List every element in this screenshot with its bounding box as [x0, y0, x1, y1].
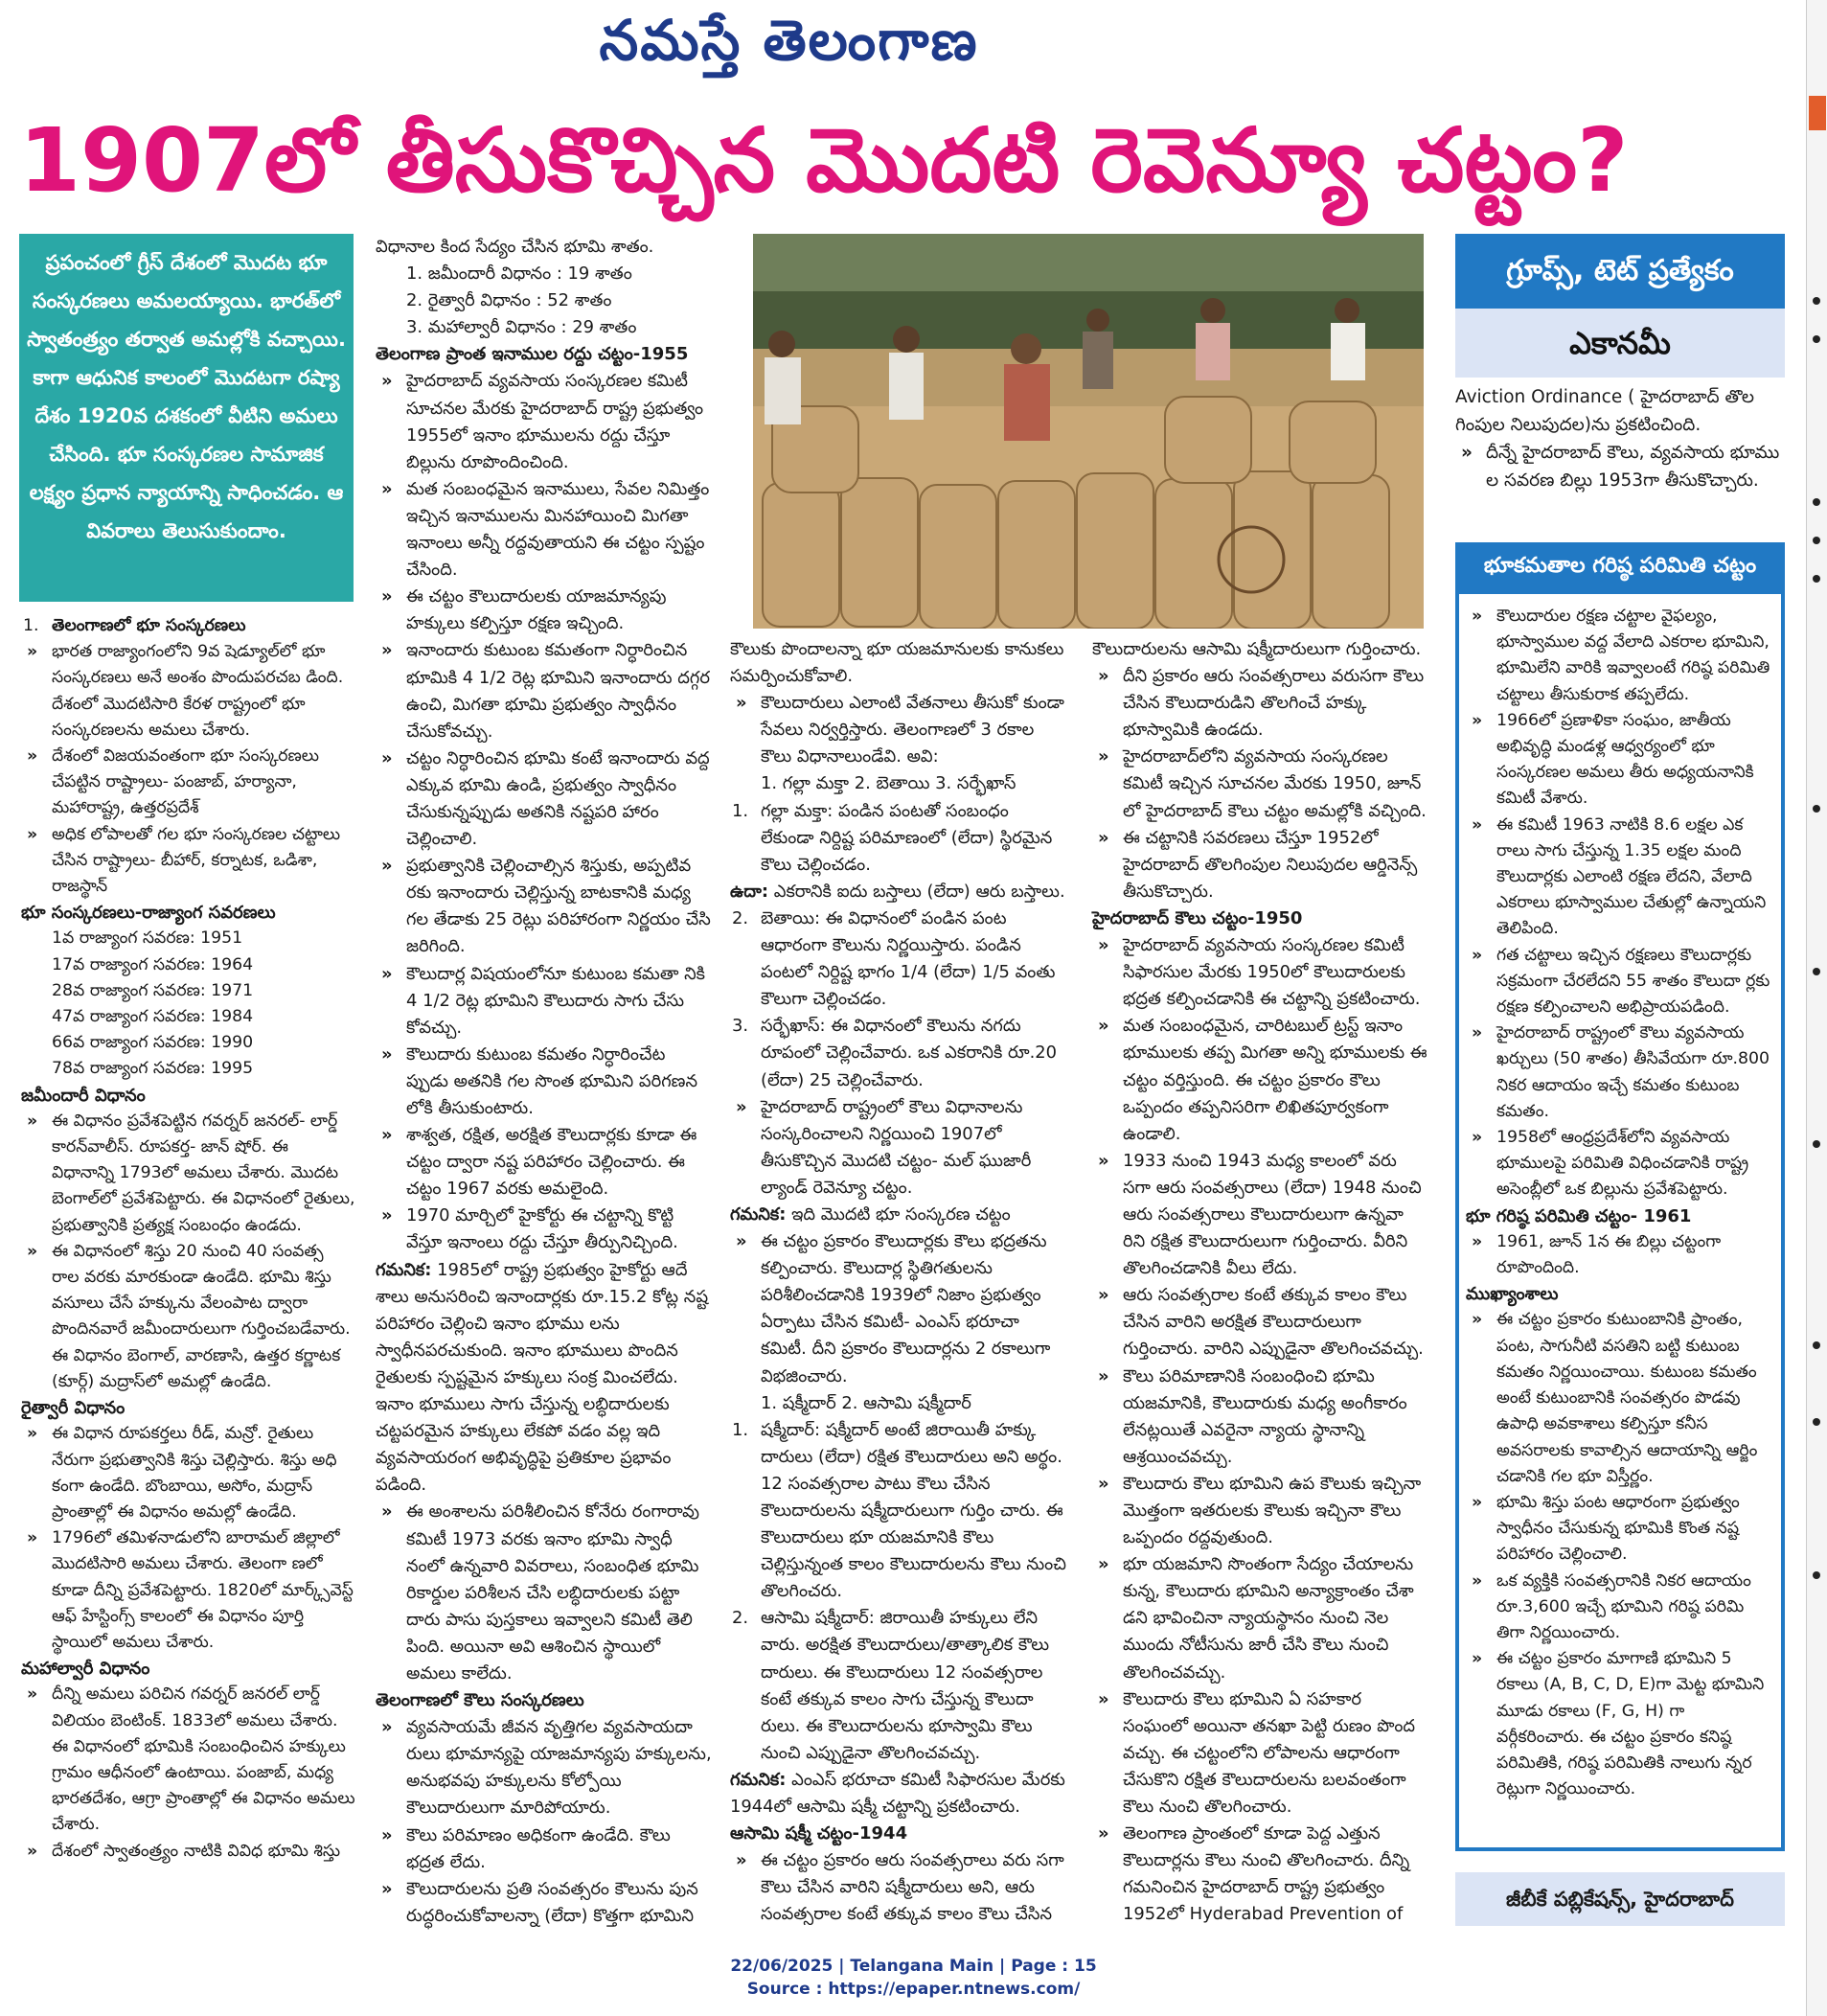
photo-workers-sacks: [753, 234, 1424, 629]
bullet-paragraph: » కౌలు పరిమాణానికి సంబంధించి భూమి యజమానికి, కౌలుదారుకు మధ్య అంగీకారం లేనట్లయితే ఎవరైనా న్యాయ స్థానాన్ని ఆశ్రయించవచ్చు.: [1092, 1363, 1429, 1471]
numbered-item: [21, 613, 355, 639]
bullet-paragraph: » 1970 మార్చిలో హైకోర్టు ఈ చట్టాన్ని కొట్టి వేస్తూ ఇనాంలు రద్దు చేస్తూ తీర్పునిచ్చింది.: [376, 1203, 713, 1256]
numbered-item: [730, 798, 1067, 879]
edge-bullet-icon: [1813, 805, 1820, 813]
bullet-paragraph: » గత చట్టాలు ఇచ్చిన రక్షణలు కౌలుదార్లకు సక్రమంగా చేరలేదని 55 శాతం కౌలుదా ర్లకు రక్షణ కల్పించాలని అభిప్రాయపడింది.: [1466, 943, 1774, 1021]
right-page-edge: [1806, 0, 1827, 2016]
bullet-paragraph: » కౌలుదారుల రక్షణ చట్టాల వైఫల్యం, భూస్వాముల వద్ద వేలాది ఎకరాల భూమిని, భూమిలేని వారికి ఇవ్వాలంటే గరిష్ఠ పరిమితి చట్టాలు తీసుకురాక తప్పలేదు.: [1466, 604, 1774, 708]
paragraph: Aviction Ordinance ( హైదరాబాద్ తొల గింపుల నిలుపుదల)ను ప్రకటించింది.: [1455, 387, 1754, 435]
note-text: ఎంఎస్ భరూచా కమిటీ సిఫారసుల మేరకు 1944లో ఆసామి షక్మీ చట్టాన్ని ప్రకటించారు.: [730, 1769, 1065, 1818]
section-heading: మహాల్వారీ విధానం: [21, 1659, 150, 1680]
list-line: 1. జమీందారీ విధానం : 19 శాతం: [406, 263, 632, 285]
column-3: [730, 636, 1067, 1929]
edge-bullet-icon: [1813, 1418, 1820, 1426]
edge-bullet-icon: [1813, 575, 1820, 583]
bullet-paragraph: » ఈ విధానంలో శిస్తు 20 నుంచి 40 సంవత్స రాల వరకు మారకుండా ఉండేది. భూమి శిస్తు వసూలు చేసే హక్కును వేలంపాట ద్వారా పొందినవారే జమీందారులుగా గుర్తించబడేవారు. ఈ విధానం బెంగాల్, వారణాసి, ఉత్తర కర్ణాటక (కూర్గ్) మద్రాస్‌లో అమల్లో ఉండేది.: [21, 1239, 355, 1395]
bullet-paragraph: » వ్యవసాయమే జీవన వృత్తిగల వ్యవసాయదా రులు భూమాన్యపై యాజమాన్యపు హక్కులను, అనుభవపు హక్కులను కోల్పోయి కౌలుదారులుగా మారిపోయారు.: [376, 1714, 713, 1821]
bullet-paragraph: » ఒక వ్యక్తికి సంవత్సరానికి నికర ఆదాయం రూ.3,600 ఇచ్చే భూమిని గరిష్ఠ పరిమి తిగా నిర్ణయించారు.: [1466, 1569, 1774, 1647]
bullet-paragraph: » ప్రభుత్వానికి చెల్లించాల్సిన శిస్తుకు, అప్పటివ రకు ఇనాందారు చెల్లిస్తున్న బాటకానికి మధ్య గల తేడాకు 25 రెట్లు పరిహారంగా నిర్ణయం చేసి జరిగింది.: [376, 853, 713, 960]
list-line: 78వ రాజ్యాంగ సవరణ: 1995: [52, 1059, 254, 1079]
edge-bullet-icon: [1813, 1140, 1820, 1148]
item-number: 1.: [732, 800, 749, 821]
bullet-paragraph: » ఈ చట్టం కౌలుదారులకు యాజమాన్యపు హక్కులు కల్పిస్తూ రక్షణ ఇచ్చింది.: [376, 584, 713, 637]
list-line: 47వ రాజ్యాంగ సవరణ: 1984: [52, 1007, 254, 1027]
bullet-paragraph: » అధిక లోపాలతో గల భూ సంస్కరణల చట్టాలు చేసిన రాష్ట్రాలు- బీహార్, కర్నాటక, ఒడిశా, రాజస్థాన్: [21, 822, 355, 901]
bullet-paragraph: » ఈ చట్టం ప్రకారం ఆరు సంవత్సరాలు వరు సగా కౌలు చేసిన వారిని షక్మీదారులు అని, ఆరు సంవత్సరాల కంటే తక్కువ కాలం కౌలు చేసిన: [730, 1847, 1067, 1928]
list-line: 1. గల్లా మక్తా 2. బెతాయి 3. సర్భేఖాస్: [761, 773, 1016, 794]
section-heading: ముఖ్యాంశాలు: [1466, 1284, 1559, 1305]
bullet-paragraph: » ఈ చట్టం ప్రకారం మాగాణి భూమిని 5 రకాలు (A, B, C, D, E)గా మెట్ట భూమిని మూడు రకాలు (F, G, H) గా వర్గీకరించారు. ఈ చట్టం ప్రకారం కనిష్ఠ పరిమితికి, గరిష్ఠ పరిమితికి నాలుగు న్నర రెట్లుగా నిర్ణయించారు.: [1466, 1646, 1774, 1802]
edge-bullet-icon: [1813, 968, 1820, 975]
bullet-paragraph: » 1796లో తమిళనాడులోని బారామల్ జిల్లాలో మొదటిసారి అమలు చేశారు. తెలంగా ణలో కూడా దీన్ని ప్రవేశపెట్టారు. 1820లో మార్క్స్‌వెస్ట్ ఆఫ్ హేస్టింగ్స్ కాలంలో ఈ విధానం పూర్తి స్థాయిలో అమలు చేశారు.: [21, 1525, 355, 1656]
item-text: ఆసామి షక్మీదార్: జిరాయితీ హక్కులు లేని వారు. అరక్షిత కౌలుదారులు/తాత్కాలిక కౌలు దారులు. ఈ కౌలుదారులు 12 సంవత్సరాల కంటే తక్కువ కాలం సాగు చేస్తున్న కౌలుదా రులు. ఈ కౌలుదారులను భూస్వామి కౌలు నుంచి ఎప్పుడైనా తొలగించవచ్చు.: [761, 1608, 1050, 1763]
bullet-paragraph: » దీన్ని అమలు పరిచిన గవర్నర్ జనరల్ లార్డ్ విలియం బెంటింక్. 1833లో అమలు చేశారు. ఈ విధానంలో భూమికి సంబంధించిన హక్కులు గ్రామం ఆధీనంలో ఉంటాయి. పంజాబ్, మధ్య భారతదేశం, ఆగ్రా ప్రాంతాల్లో ఈ విధానం అమలు చేశారు.: [21, 1682, 355, 1838]
publisher-box: జీబీకే పబ్లికేషన్స్, హైదరాబాద్: [1455, 1872, 1785, 1926]
note-text: ఎకరానికి ఐదు బస్తాలు (లేదా) ఆరు బస్తాలు.: [768, 881, 1065, 902]
item-text: గల్లా మక్తా: పండిన పంటతో సంబంధం లేకుండా నిర్దిష్ట పరిమాణంలో (లేదా) స్థిరమైన కౌలు చెల్లించడం.: [761, 800, 1053, 875]
edge-bullet-icon: [1813, 537, 1820, 544]
section-heading: తెలంగాణలో కౌలు సంస్కరణలు: [376, 1690, 584, 1711]
edge-bullet-icon: [1813, 498, 1820, 506]
footer-date-page: 22/06/2025 | Telangana Main | Page : 15: [730, 1957, 1097, 1976]
masthead: [0, 8, 1827, 94]
paragraph: విధానాల కింద సేద్యం చేసిన భూమి శాతం.: [376, 237, 654, 257]
item-number: 1.: [732, 1419, 749, 1440]
bullet-paragraph: » భారత రాజ్యాంగంలోని 9వ షెడ్యూల్‌లో భూ సంస్కరణలు అనే అంశం పొందుపరచబ డింది. దేశంలో మొదటిసారి కేరళ రాష్ట్రంలో భూ సంస్కరణలను అమలు చేశారు.: [21, 639, 355, 744]
ribbon-groups-tet: గ్రూప్స్, టెట్ ప్రత్యేకం: [1455, 234, 1785, 309]
bullet-paragraph: » భూమి శిస్తు పంట ఆధారంగా ప్రభుత్వం స్వాధీనం చేసుకున్న భూమికి కొంత నష్ట పరిహారం చెల్లించాలి.: [1466, 1490, 1774, 1569]
numbered-item: [730, 1013, 1067, 1093]
bullet-paragraph: » హైదరాబాద్ రాష్ట్రంలో కౌలు వ్యవసాయ ఖర్చులు (50 శాతం) తీసివేయగా రూ.800 నికర ఆదాయం ఇచ్చే కమతం కుటుంబ కమతం.: [1466, 1020, 1774, 1125]
note-label: గమనిక:: [376, 1259, 432, 1280]
note-label: గమనిక:: [730, 1769, 787, 1790]
intro-box: ప్రపంచంలో గ్రీస్ దేశంలో మొదట భూ సంస్కరణలు అమలయ్యాయి. భారత్‌లో స్వాతంత్ర్యం తర్వాత అమల్లోకి వచ్చాయి. కాగా ఆధునిక కాలంలో మొదటగా రష్యా దేశం 1920వ దశకంలో వీటిని అమలు చేసింది. భూ సంస్కరణల సామాజిక లక్ష్యం ప్రధాన న్యాయాన్ని సాధించడం. ఆ వివరాలు తెలుసుకుందాం.: [19, 234, 354, 602]
column-5: [1455, 383, 1785, 494]
item-text: షక్మీదార్: షక్మీదార్ అంటే జిరాయితీ హక్కు దారులు (లేదా) రక్షిత కౌలుదారులు అని అర్థం. 12 సంవత్సరాల పాటు కౌలు చేసిన కౌలుదారులను షక్మీదారులుగా గుర్తిం చారు. ఈ కౌలుదారులు భూ యజమానికి కౌలు చెల్లిస్తున్నంత కాలం కౌలుదారులను కౌలు నుంచి తొలగించరు.: [761, 1419, 1066, 1602]
item-text: తెలంగాణలో భూ సంస్కరణలు: [52, 616, 246, 635]
item-text: సర్భేఖాస్: ఈ విధానంలో కౌలును నగదు రూపంలో చెల్లించేవారు. ఒక ఎకరానికి రూ.20 (లేదా) 25 చెల్లించేవారు.: [761, 1016, 1058, 1090]
paragraph: కౌలుకు పొందాలన్నా భూ యజమానులకు కానుకలు సమర్పించుకోవాలి.: [730, 639, 1064, 687]
numbered-item: [730, 1417, 1067, 1606]
section-heading: భూ గరిష్ఠ పరిమితి చట్టం- 1961: [1466, 1205, 1692, 1226]
numbered-item: [730, 905, 1067, 1013]
section-heading: భూ సంస్కరణలు-రాజ్యాంగ సవరణలు: [21, 903, 276, 924]
bullet-paragraph: » ఈ అంశాలను పరిశీలించిన కోనేరు రంగారావు కమిటీ 1973 వరకు ఇనాం భూమి స్వాధీ నంలో ఉన్నవారి వివరాలు, సంబంధిత భూమి రికార్డుల పరిశీలన చేసి లబ్ధిదారులకు పట్టా దారు పాసు పుస్తకాలు ఇవ్వాలని కమిటీ తెలి పింది. అయినా అవి ఆశించిన స్థాయిలో అమలు కాలేదు.: [376, 1499, 713, 1687]
bullet-paragraph: » కౌలు పరిమాణం అధికంగా ఉండేది. కౌలు భద్రత లేదు.: [376, 1822, 713, 1876]
section-ribbon: [1455, 234, 1785, 378]
list-line: 17వ రాజ్యాంగ సవరణ: 1964: [52, 954, 254, 974]
list-line: 1వ రాజ్యాంగ సవరణ: 1951: [52, 928, 243, 949]
edge-logo-icon: [1809, 96, 1826, 130]
bullet-paragraph: » హైదరాబాద్ రాష్ట్రంలో కౌలు విధానాలను సంస్కరించాలని నిర్ణయించి 1907లో తీసుకొచ్చిన మొదటి చట్టం- మల్ ఘుజారీ ల్యాండ్ రెవెన్యూ చట్టం.: [730, 1094, 1067, 1202]
bullet-paragraph: » దీని ప్రకారం ఆరు సంవత్సరాలు వరుసగా కౌలు చేసిన కౌలుదారుడిని తొలగించే హక్కు భూస్వామికి ఉండదు.: [1092, 663, 1429, 744]
bullet-paragraph: » 1966లో ప్రణాళికా సంఘం, జాతీయ అభివృద్ధి మండళ్ల ఆధ్వర్యంలో భూ సంస్కరణల అమలు తీరు అధ్యయనానికి కమిటీ వేశారు.: [1466, 708, 1774, 813]
bullet-paragraph: » ఈ చట్టం ప్రకారం కుటుంబానికి ప్రాంతం, పంట, సాగునీటి వసతిని బట్టి కుటుంబ కమతం నిర్ణయించాయి. కుటుంబ కమతం అంటే కుటుంబానికి సంవత్సరం పొడవు ఉపాధి అవకాశాలు కల్పిస్తూ కనీస అవసరాలకు కావాల్సిన ఆదాయాన్ని ఆర్జిం చడానికి గల భూ విస్తీర్ణం.: [1466, 1307, 1774, 1489]
note-paragraph: [376, 1257, 713, 1500]
bullet-paragraph: » 1961, జూన్ 1న ఈ బిల్లు చట్టంగా రూపొందింది.: [1466, 1229, 1774, 1281]
photo-illustration: [753, 234, 1424, 629]
list-line: 66వ రాజ్యాంగ సవరణ: 1990: [52, 1033, 254, 1053]
edge-bullet-icon: [1813, 335, 1820, 343]
item-number: 3.: [732, 1016, 749, 1037]
bullet-paragraph: » కౌలుదారు కౌలు భూమిని ఉప కౌలుకు ఇచ్చినా మొత్తంగా ఇతరులకు కౌలుకు ఇచ్చినా కౌలు ఒప్పందం రద్దవుతుంది.: [1092, 1471, 1429, 1551]
masthead-logo-text: నమస్తే తెలంగాణ: [599, 8, 979, 73]
bullet-paragraph: » హైదరాబాద్ వ్యవసాయ సంస్కరణల కమిటీ సిఫారసుల మేరకు 1950లో కౌలుదారులకు భద్రత కల్పించడానికి ఈ చట్టాన్ని ప్రకటించారు.: [1092, 932, 1429, 1013]
note-label: గమనిక:: [730, 1203, 787, 1225]
bullet-paragraph: » దేశంలో స్వాతంత్ర్యం నాటికి వివిధ భూమి శిస్తు: [21, 1839, 355, 1865]
bullet-paragraph: » మత సంబంధమైన ఇనాములు, సేవల నిమిత్తం ఇచ్చిన ఇనాములను మినహాయించి మిగతా ఇనాంలు అన్నీ రద్దవుతాయని ఈ చట్టం స్పష్టం చేసింది.: [376, 476, 713, 584]
bullet-paragraph: » మత సంబంధమైన, చారిటబుల్ ట్రస్ట్ ఇనాం భూములకు తప్ప మిగతా అన్ని భూములకు ఈ చట్టం వర్తిస్తుంది. ఈ చట్టం ప్రకారం కౌలు ఒప్పందం తప్పనిసరిగా లిఖితపూర్వకంగా ఉండాలి.: [1092, 1013, 1429, 1147]
numbered-item: [730, 1605, 1067, 1767]
footer-source: Source : https://epaper.ntnews.com/: [746, 1980, 1081, 1999]
bullet-paragraph: » ఈ విధానం ప్రవేశపెట్టిన గవర్నర్ జనరల్- లార్డ్ కారన్‌వాలీస్. రూపకర్త- జాన్ షోర్. ఈ విధానాన్ని 1793లో అమలు చేశారు. మొదట బెంగాల్‌లో ప్రవేశపెట్టారు. ఈ విధానంలో రైతులు, ప్రభుత్వానికి ప్రత్యక్ష సంబంధం ఉండదు.: [21, 1109, 355, 1239]
item-number: 2.: [732, 1608, 749, 1629]
section-heading: తెలంగాణ ప్రాంత ఇనాముల రద్దు చట్టం-1955: [376, 344, 689, 365]
bullet-paragraph: » ఈ విధాన రూపకర్తలు రీడ్, మన్రో. రైతులు నేరుగా ప్రభుత్వానికి శిస్తు చెల్లిస్తారు. శిస్తు అధి కంగా ఉండేది. బొంబాయి, అసోం, మద్రాస్ ప్రాంతాల్లో ఈ విధానం అమల్లో ఉండేది.: [21, 1421, 355, 1525]
bullet-paragraph: » ఈ చట్టానికి సవరణలు చేస్తూ 1952లో హైదరాబాద్ తొలగింపుల నిలుపుదల ఆర్డినెన్స్ తీసుకొచ్చారు.: [1092, 825, 1429, 905]
note-paragraph: [730, 1202, 1067, 1228]
column-1: [21, 613, 355, 1865]
bullet-paragraph: » కౌలుదారులు ఎలాంటి వేతనాలు తీసుకో కుండా సేవలు నిర్వర్తిస్తారు. తెలంగాణలో 3 రకాల కౌలు విధానాలుండేవి. అవి:: [730, 690, 1067, 770]
section-heading: జమీందారీ విధానం: [21, 1085, 146, 1106]
item-number: 1.: [23, 616, 39, 635]
bullet-paragraph: » దీన్నే హైదరాబాద్ కౌలు, వ్యవసాయ భూము ల సవరణ బిల్లు 1953గా తీసుకొచ్చారు.: [1455, 439, 1785, 494]
bullet-paragraph: » 1933 నుంచి 1943 మధ్య కాలంలో వరు సగా ఆరు సంవత్సరాలు (లేదా) 1948 నుంచి ఆరు సంవత్సరాలు కౌలుదారులుగా ఉన్నవా రిని రక్షిత కౌలుదారులుగా గుర్తించారు. వీరిని తొలగించడానికి వీలు లేదు.: [1092, 1148, 1429, 1282]
list-line: 2. రైత్వారీ విధానం : 52 శాతం: [406, 290, 612, 311]
edge-bullet-icon: [1813, 1341, 1820, 1349]
note-label: ఉదా:: [730, 881, 769, 902]
ceiling-act-content: [1466, 604, 1774, 1802]
bullet-paragraph: » హైదరాబాద్ వ్యవసాయ సంస్కరణల కమిటీ సూచనల మేరకు హైదరాబాద్ రాష్ట్ర ప్రభుత్వం 1955లో ఇనాం భూములను రద్దు చేస్తూ బిల్లును రూపొందించింది.: [376, 368, 713, 475]
section-heading: ఆసామి షక్మీ చట్టం-1944: [730, 1823, 908, 1844]
bullet-paragraph: » భూ యజమాని సొంతంగా సేద్యం చేయాలను కున్న, కౌలుదారు భూమిని అన్యాక్రాంతం చేశా డని భావించినా న్యాయస్థానం నుంచి నెల ముందు నోటీసును జారీ చేసి కౌలు నుంచి తొలగించవచ్చు.: [1092, 1551, 1429, 1685]
bullet-paragraph: » కౌలుదారు కౌలు భూమిని ఏ సహకార సంఘంలో అయినా తనఖా పెట్టి రుణం పొంద వచ్చు. ఈ చట్టంలోని లోపాలను ఆధారంగా చేసుకొని రక్షిత కౌలుదారులను బలవంతంగా కౌలు నుంచి తొలగించారు.: [1092, 1686, 1429, 1821]
bullet-paragraph: » హైదరాబాద్‌లోని వ్యవసాయ సంస్కరణల కమిటీ ఇచ్చిన సూచనల మేరకు 1950, జూన్ లో హైదరాబాద్ కౌలు చట్టం అమల్లోకి వచ్చింది.: [1092, 744, 1429, 824]
ceiling-act-title: భూకమతాల గరిష్ఠ పరిమితి చట్టం: [1455, 542, 1785, 590]
note-text: 1985లో రాష్ట్ర ప్రభుత్వం హైకోర్టు ఆదే శాలు అనుసరించి ఇనాందార్లకు రూ.15.2 కోట్ల నష్ట పరిహారం చెల్లించి ఇనాం భూము లను స్వాధీనపరచుకుంది. ఇనాం భూములు పొందిన రైతులకు స్పష్టమైన హక్కులు సంక్ర మించలేదు. ఇనాం భూములు సాగు చేస్తున్న లబ్ధిదారులకు చట్టపరమైన హక్కులు లేకపో వడం వల్ల ఇది వ్యవసాయరంగ అభివృద్ధిపై ప్రతికూల ప్రభావం పడింది.: [376, 1259, 709, 1496]
bullet-paragraph: » ఈ కమిటీ 1963 నాటికి 8.6 లక్షల ఎక రాలు సాగు చేస్తున్న 1.35 లక్షల మంది కౌలుదార్లకు ఎలాంటి రక్షణ లేదని, వేలాది ఎకరాలు భూస్వాముల చేతుల్లో ఉన్నాయని తెలిపింది.: [1466, 813, 1774, 943]
note-text: ఇది మొదటి భూ సంస్కరణ చట్టం: [786, 1203, 1011, 1225]
list-line: 3. మహాల్వారీ విధానం : 29 శాతం: [406, 317, 637, 338]
note-paragraph: [730, 879, 1067, 905]
note-paragraph: [730, 1767, 1067, 1821]
bullet-paragraph: » కౌలుదారులను ప్రతి సంవత్సరం కౌలును పున రుద్ధరించుకోవాలన్నా (లేదా) కొత్తగా భూమిని: [376, 1876, 713, 1930]
section-heading: హైదరాబాద్ కౌలు చట్టం-1950: [1092, 907, 1303, 928]
column-2: [376, 234, 713, 1930]
list-line: 1. షక్మీదార్ 2. ఆసామి షక్మీదార్: [761, 1392, 971, 1413]
section-heading: రైత్వారీ విధానం: [21, 1398, 126, 1419]
bullet-paragraph: » తెలంగాణ ప్రాంతంలో కూడా పెద్ద ఎత్తున కౌలుదార్లను కౌలు నుంచి తొలగించారు. దీన్ని గమనించిన హైదరాబాద్ రాష్ట్ర ప్రభుత్వం 1952లో Hyderabad Prevention of: [1092, 1821, 1429, 1928]
item-text: బెతాయి: ఈ విధానంలో పండిన పంట ఆధారంగా కౌలును నిర్ణయిస్తారు. పండిన పంటలో నిర్దిష్ట భాగం 1/4 (లేదా) 1/5 వంతు కౌలుగా చెల్లించడం.: [761, 907, 1056, 1010]
bullet-paragraph: » శాశ్వత, రక్షిత, అరక్షిత కౌలుదార్లకు కూడా ఈ చట్టం ద్వారా నష్ట పరిహారం చెల్లించారు. ఈ చట్టం 1967 వరకు అమలైంది.: [376, 1122, 713, 1203]
bullet-paragraph: » చట్టం నిర్ధారించిన భూమి కంటే ఇనాందారు వద్ద ఎక్కువ భూమి ఉండి, ప్రభుత్వం స్వాధీనం చేసుకున్నప్పుడు అతనికి నష్టపరి హారం చెల్లించాలి.: [376, 745, 713, 853]
list-line: 28వ రాజ్యాంగ సవరణ: 1971: [52, 980, 254, 1000]
bullet-paragraph: » ఇనాందారు కుటుంబ కమతంగా నిర్ధారించిన భూమికి 4 1/2 రెట్ల భూమిని ఇనాందారు దగ్గర ఉంచి, మిగతా భూమి ప్రభుత్వం స్వాధీనం చేసుకోవచ్చు.: [376, 637, 713, 745]
ribbon-economy: ఎకానమీ: [1455, 309, 1785, 378]
bullet-paragraph: » కౌలుదార్ల విషయంలోనూ కుటుంబ కమతా నికి 4 1/2 రెట్ల భూమిని కౌలుదారు సాగు చేసు కోవచ్చు.: [376, 961, 713, 1042]
edge-bullet-icon: [1813, 1571, 1820, 1579]
bullet-paragraph: » ఆరు సంవత్సరాల కంటే తక్కువ కాలం కౌలు చేసిన వారిని అరక్షిత కౌలుదారులుగా గుర్తించారు. వారిని ఎప్పుడైనా తొలగించవచ్చు.: [1092, 1282, 1429, 1363]
paragraph: కౌలుదారులను ఆసామి షక్మీదారులుగా గుర్తించారు.: [1092, 639, 1422, 659]
edge-bullet-icon: [1813, 297, 1820, 305]
bullet-paragraph: » దేశంలో విజయవంతంగా భూ సంస్కరణలు చేపట్టిన రాష్ట్రాలు- పంజాబ్, హర్యానా, మహారాష్ట్ర, ఉత్తరప్రదేశ్: [21, 744, 355, 822]
bullet-paragraph: » కౌలుదారు కుటుంబ కమతం నిర్ధారించేట ప్పుడు అతనికి గల సొంత భూమిని పరిగణన లోకి తీసుకుంటారు.: [376, 1042, 713, 1122]
column-4: [1092, 636, 1429, 1929]
bullet-paragraph: » ఈ చట్టం ప్రకారం కౌలుదార్లకు కౌలు భద్రతను కల్పించారు. కౌలుదార్ల స్థితిగతులను పరిశీలించడానికి 1939లో నిజాం ప్రభుత్వం ఏర్పాటు చేసిన కమిటీ- ఎంఎస్ భరూచా కమిటీ. దీని ప్రకారం కౌలుదార్లను 2 రకాలుగా విభజించారు.: [730, 1228, 1067, 1390]
bullet-paragraph: » 1958లో ఆంధ్రప్రదేశ్‌లోని వ్యవసాయ భూములపై పరిమితి విధించడానికి రాష్ట్ర అసెంబ్లీలో ఒక బిల్లును ప్రవేశపెట్టారు.: [1466, 1125, 1774, 1203]
item-number: 2.: [732, 907, 749, 928]
headline: 1907లో తీసుకొచ్చిన మొదటి రెవెన్యూ చట్టం?: [19, 109, 1629, 212]
